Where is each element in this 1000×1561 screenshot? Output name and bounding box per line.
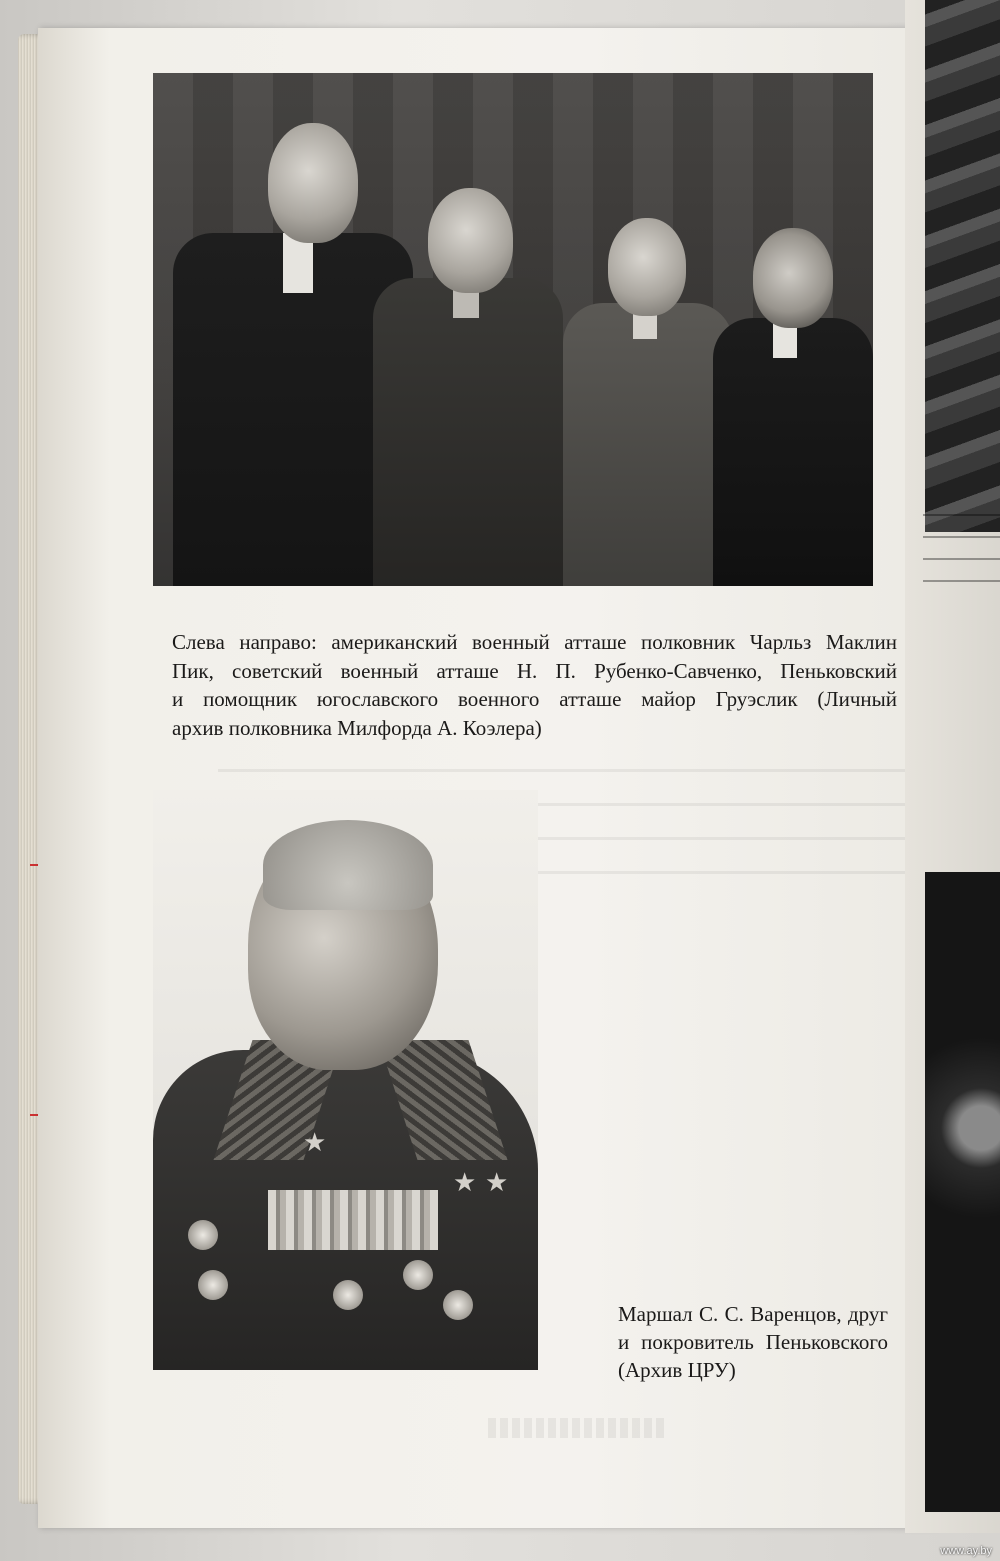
caption-line: Слева направо: американский военный атташе полковник Чарльз Маклин: [172, 630, 897, 654]
medal-icon: [333, 1280, 363, 1310]
marshal-portrait: [153, 790, 538, 1370]
caption-line: (Архив ЦРУ): [618, 1358, 736, 1382]
medal-icon: [198, 1270, 228, 1300]
adjacent-page: [905, 0, 1000, 1533]
caption-line: Пик, советский военный атташе Н. П. Рубенко-Савченко, Пеньковский: [172, 658, 897, 683]
caption-line: архив полковника Милфорда А. Коэлера): [172, 715, 542, 740]
star-icon: ★: [453, 1168, 477, 1197]
adjacent-photo-top: [925, 0, 1000, 532]
star-icon: ★: [303, 1128, 327, 1157]
medal-icon: [443, 1290, 473, 1320]
caption-line: и покровитель Пеньковского: [618, 1330, 888, 1354]
show-through-text: [488, 1418, 668, 1438]
adjacent-photo-bottom: [925, 872, 1000, 1512]
group-photo-caption: [172, 628, 897, 742]
portrait-hair: [263, 820, 433, 910]
figure-penkovsky: [563, 213, 733, 586]
medal-ribbons: [268, 1190, 438, 1250]
medal-icon: [403, 1260, 433, 1290]
adjacent-caption: [923, 512, 1000, 592]
group-photo: [153, 73, 873, 586]
figure-soviet-attache: [373, 183, 563, 586]
figure-yugoslav-major: [713, 223, 873, 586]
portrait-caption: [618, 1300, 888, 1384]
star-icon: ★: [485, 1168, 509, 1197]
caption-line: и помощник югославского военного атташе майор Груэслик (Личный: [172, 687, 897, 711]
watermark: www.ay.by: [940, 1545, 992, 1557]
medal-icon: [188, 1220, 218, 1250]
caption-line: Маршал С. С. Варенцов, друг: [618, 1302, 888, 1326]
